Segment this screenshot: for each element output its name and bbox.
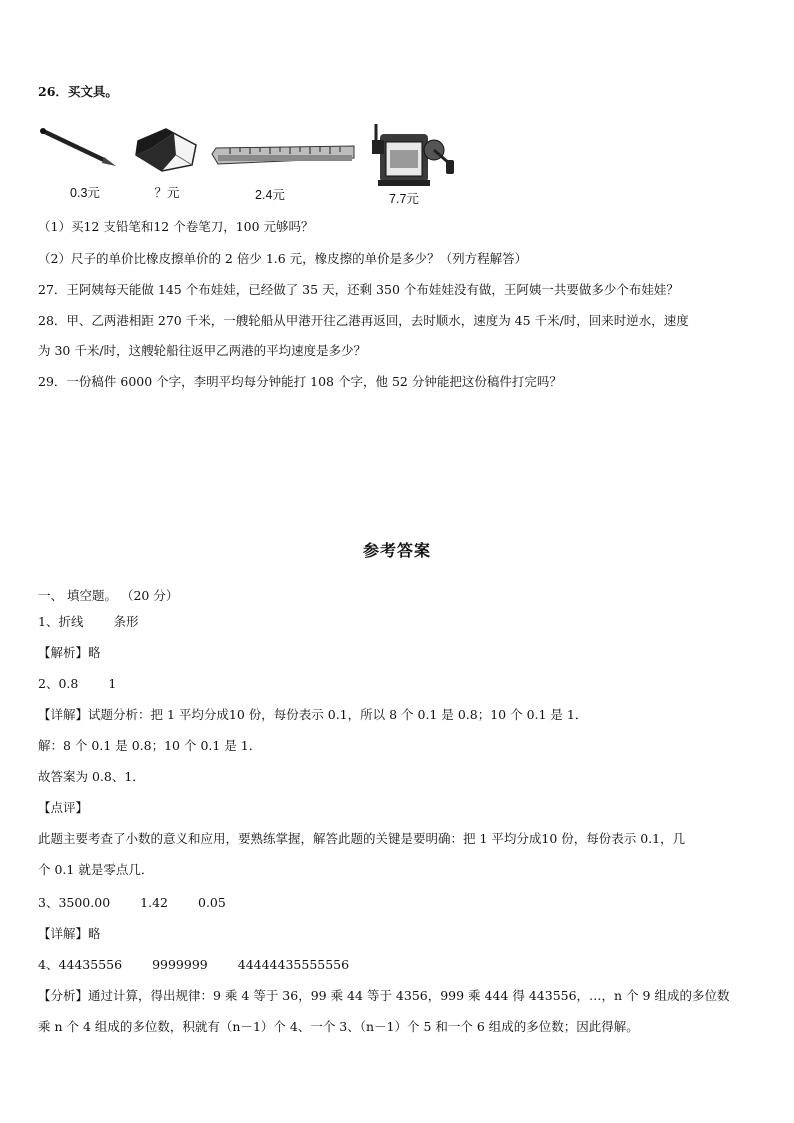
eraser-image — [132, 125, 202, 173]
answer-1 — [38, 614, 138, 630]
answer-1-part-1: 折线 — [58, 614, 84, 629]
answer-3 — [38, 895, 226, 911]
answer-2-comment-line2: 个 0.1 就是零点几． — [38, 862, 154, 877]
sharpener-image — [366, 120, 458, 188]
eraser-price: ？元 — [154, 186, 180, 200]
answer-4 — [38, 957, 349, 973]
q26-heading: 26．买文具。 — [38, 84, 118, 99]
answer-3-number: 3、 — [38, 895, 59, 910]
answer-4-part-3: 44444435555556 — [237, 957, 350, 972]
pencil-image — [40, 126, 120, 170]
q26-sub1: （1）买12 支铅笔和12 个卷笔刀，100 元够吗？ — [38, 219, 314, 234]
answer-1-note: 【解析】略 — [38, 645, 101, 660]
q26-sub2: （2）尺子的单价比橡皮擦单价的 2 倍少 1.6 元，橡皮擦的单价是多少？（列方程解答） — [38, 251, 528, 266]
answer-3-part-2: 1.42 — [140, 895, 168, 910]
answer-3-part-3: 0.05 — [198, 895, 226, 910]
sharpener-price: 7.7元 — [389, 192, 419, 206]
answer-2-detail: 【详解】试题分析：把 1 平均分成10 份，每份表示 0.1，所以 8 个 0.1 是 0.8；10 个 0.1 是 1． — [38, 707, 588, 722]
answer-2-comment-label: 【点评】 — [38, 800, 89, 815]
answer-4-part-2: 9999999 — [152, 957, 208, 972]
answer-3-part-1: 3500.00 — [58, 895, 111, 910]
ruler-price: 2.4元 — [255, 188, 285, 202]
answer-2-part-2: 1 — [108, 676, 117, 691]
answer-2-conclusion: 故答案为 0.8、1． — [38, 769, 145, 784]
q27-text: 27．王阿姨每天能做 145 个布娃娃，已经做了 35 天，还剩 350 个布娃娃没有做，王阿姨一共要做多少个布娃娃？ — [38, 282, 679, 297]
answer-2-part-1: 0.8 — [58, 676, 79, 691]
answer-1-part-2: 条形 — [113, 614, 139, 629]
answer-4-part-1: 44435556 — [58, 957, 123, 972]
answer-4-analysis-line2: 乘 n 个 4 组成的多位数，积就有（n－1）个 4、一个 3、（n－1）个 5 和一个 6 组成的多位数；因此得解。 — [38, 1019, 639, 1034]
answer-2-number: 2、 — [38, 676, 59, 691]
answer-1-number: 1、 — [38, 614, 59, 629]
pencil-price: 0.3元 — [70, 186, 100, 200]
answers-title: 参考答案 — [362, 541, 431, 560]
answer-2-solve: 解：8 个 0.1 是 0.8；10 个 0.1 是 1． — [38, 738, 262, 753]
q28-line2: 为 30 千米/时，这艘轮船往返甲乙两港的平均速度是多少？ — [38, 343, 367, 358]
answer-4-analysis-line1: 【分析】通过计算，得出规律：9 乘 4 等于 36，99 乘 44 等于 4356，999 乘 444 得 443556，…，n 个 9 组成的多位数 — [38, 988, 730, 1003]
section-1-heading: 一、 填空题。 （20 分） — [38, 588, 179, 603]
ruler-image — [210, 144, 356, 170]
answer-2-comment-line1: 此题主要考查了小数的意义和应用，要熟练掌握，解答此题的关键是要明确：把 1 平均分成10 份，每份表示 0.1，几 — [38, 831, 686, 846]
q29-text: 29．一份稿件 6000 个字，李明平均每分钟能打 108 个字，他 52 分钟能把这份稿件打完吗？ — [38, 374, 562, 389]
answer-4-number: 4、 — [38, 957, 59, 972]
answer-2 — [38, 676, 116, 692]
answer-3-note: 【详解】略 — [38, 926, 101, 941]
q28-line1: 28．甲、乙两港相距 270 千米，一艘轮船从甲港开往乙港再返回，去时顺水，速度为 45 千米/时，回来时逆水，速度 — [38, 313, 689, 328]
